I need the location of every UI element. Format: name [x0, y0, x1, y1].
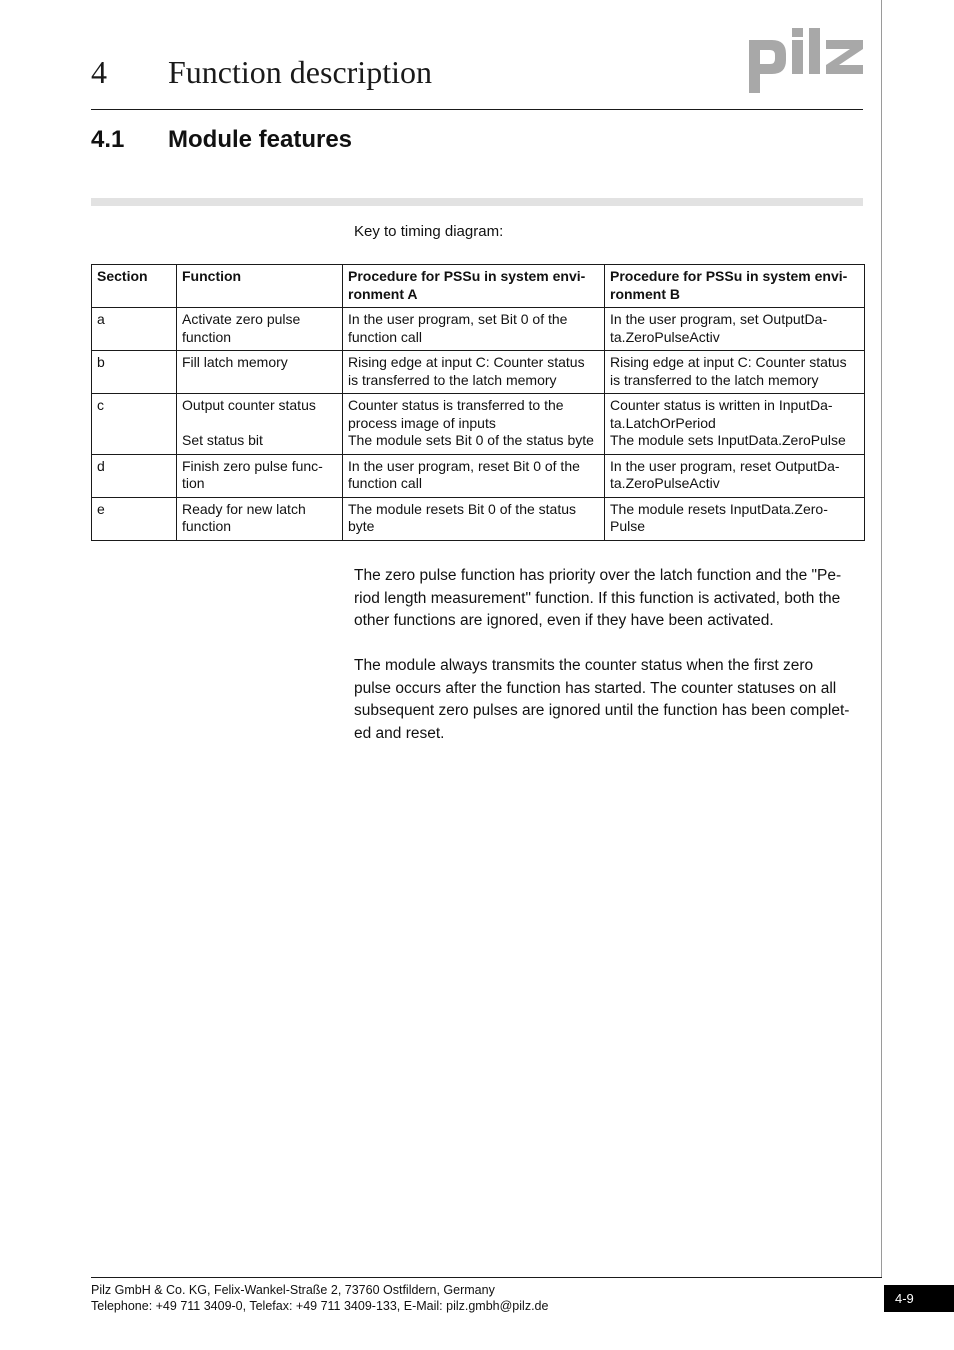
cell-section: e — [92, 497, 177, 540]
cell-env-a: Rising edge at input C: Counter status is transferred to the latch memory — [343, 351, 605, 394]
chapter-number: 4 — [91, 54, 107, 90]
cell-env-b: Rising edge at input C: Counter status is transferred to the latch memory — [605, 351, 865, 394]
cell-section: c — [92, 394, 177, 455]
timing-key-table — [91, 264, 865, 541]
section-divider-band — [91, 198, 863, 206]
cell-function: Fill latch memory — [177, 351, 343, 394]
cell-env-a: In the user program, set Bit 0 of the function call — [343, 308, 605, 351]
table-row — [92, 308, 865, 351]
pilz-logo — [746, 26, 866, 96]
cell-env-a: Counter status is transferred to the process image of inputs The module sets Bit 0 of the status byte — [343, 394, 605, 455]
cell-section: a — [92, 308, 177, 351]
footer-contact-line: Telephone: +49 711 3409-0, Telefax: +49 711 3409-133, E-Mail: pilz.gmbh@pilz.de — [91, 1299, 549, 1313]
paragraph-priority: The zero pulse function has priority over the latch function and the "Pe- riod length measurement" function. If this function is activated, both the other functions are ignored, even if they have been activated. — [354, 567, 842, 629]
footer-rule — [91, 1277, 882, 1278]
header-rule — [91, 109, 863, 110]
header-env-b: Procedure for PSSu in system envi- ronment B — [605, 265, 865, 308]
cell-env-b: In the user program, reset OutputDa- ta.ZeroPulseActiv — [605, 454, 865, 497]
header-env-a: Procedure for PSSu in system envi- ronment A — [343, 265, 605, 308]
cell-env-b: The module resets InputData.Zero- Pulse — [605, 497, 865, 540]
section-number: 4.1 — [91, 126, 125, 153]
cell-env-b: In the user program, set OutputDa- ta.ZeroPulseActiv — [605, 308, 865, 351]
page-number-badge: 4-9 — [884, 1285, 954, 1312]
table-row — [92, 351, 865, 394]
section-title: Module features — [168, 126, 353, 153]
table-row — [92, 454, 865, 497]
cell-function: Activate zero pulse function — [177, 308, 343, 351]
table-row — [92, 497, 865, 540]
cell-function: Ready for new latch function — [177, 497, 343, 540]
body-text — [354, 565, 866, 768]
paragraph-transmission: The module always transmits the counter status when the first zero pulse occurs after the function has started. The counter statuses on all subsequent zero pulses are ignored until the function has been complet- ed and reset. — [354, 657, 850, 742]
chapter-title: Function description — [168, 54, 432, 90]
cell-function: Finish zero pulse func- tion — [177, 454, 343, 497]
header-function: Function — [177, 265, 343, 308]
cell-function: Output counter status Set status bit — [177, 394, 343, 455]
key-label: Key to timing diagram: — [354, 223, 504, 240]
footer-address — [91, 1282, 548, 1314]
header-section: Section — [92, 265, 177, 308]
cell-spacer — [182, 415, 337, 433]
footer-company-line: Pilz GmbH & Co. KG, Felix-Wankel-Straße 2, 73760 Ostfildern, Germany — [91, 1283, 495, 1297]
cell-section: d — [92, 454, 177, 497]
cell-env-a: The module resets Bit 0 of the status byte — [343, 497, 605, 540]
table-header-row — [92, 265, 865, 308]
right-margin-rule — [881, 0, 882, 1278]
cell-env-b: Counter status is written in InputDa- ta.LatchOrPeriod The module sets InputData.ZeroPulse — [605, 394, 865, 455]
cell-section: b — [92, 351, 177, 394]
cell-env-a: In the user program, reset Bit 0 of the function call — [343, 454, 605, 497]
table-row — [92, 394, 865, 455]
